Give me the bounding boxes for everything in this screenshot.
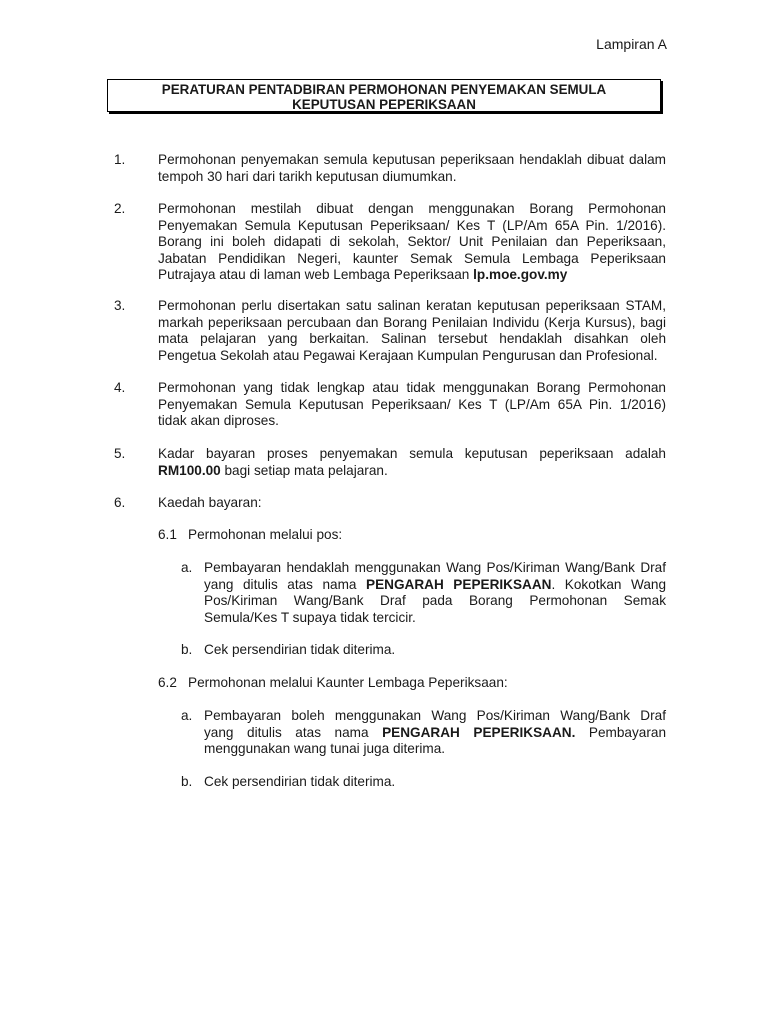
document-title	[107, 79, 661, 112]
item-line	[158, 267, 666, 284]
alpha-marker: b.	[181, 642, 193, 657]
item-line: Pos/Kiriman Wang/Bank Draf pada Borang Permohonan Semak	[204, 593, 666, 608]
item-number: 6.	[114, 495, 126, 510]
item-line: Permohonan yang tidak lengkap atau tidak menggunakan Borang Permohonan	[158, 380, 666, 395]
item-line: Permohonan mestilah dibuat dengan menggunakan Borang Permohonan	[158, 201, 666, 216]
sub-item-number: 6.1	[158, 527, 177, 542]
item-text	[158, 446, 666, 479]
item-line: Permohonan penyemakan semula keputusan peperiksaan hendaklah dibuat dalam	[158, 152, 666, 167]
alpha-marker: b.	[181, 774, 193, 789]
item-line-text: Pembayaran	[575, 724, 667, 740]
item-line-text: bagi setiap mata pelajaran.	[220, 462, 388, 478]
item-text	[158, 152, 666, 185]
item-line: tempoh 30 hari dari tarikh keputusan diumumkan.	[158, 168, 457, 184]
alpha-text: Cek persendirian tidak diterima.	[204, 774, 396, 789]
sub-item-text: Permohonan melalui pos:	[188, 527, 343, 542]
item-line-text: . Kokotkan Wang	[551, 576, 667, 592]
item-line: Semula/Kes T supaya tidak tercicir.	[204, 609, 416, 625]
alpha-text: Cek persendirian tidak diterima.	[204, 642, 396, 657]
alpha-text	[204, 708, 666, 758]
alpha-marker: a.	[181, 708, 193, 723]
item-line: markah peperiksaan percubaan dan Borang Penilaian Individu (Kerja Kursus), bagi	[158, 314, 666, 330]
item-line: Penyemakan Semula Keputusan Peperiksaan/ Kes T (LP/Am 65A Pin. 1/2016)	[158, 396, 666, 412]
item-line: Permohonan perlu disertakan satu salinan keratan keputusan peperiksaan STAM,	[158, 298, 666, 313]
item-line: Pembayaran hendaklah menggunakan Wang Pos/Kiriman Wang/Bank Draf	[204, 560, 666, 575]
item-line-text: Putrajaya atau di laman web Lembaga Peperiksaan	[158, 267, 474, 282]
item-text	[158, 380, 666, 430]
sub-item-number: 6.2	[158, 675, 177, 690]
item-number: 5.	[114, 446, 126, 461]
annex-label: Lampiran A	[596, 36, 667, 52]
item-line: mata pelajaran yang berkaitan. Salinan tersebut hendaklah disahkan oleh	[158, 331, 666, 346]
item-line	[204, 725, 666, 742]
item-line: Kadar bayaran proses penyemakan semula keputusan peperiksaan adalah	[158, 446, 666, 461]
sub-item-text: Permohonan melalui Kaunter Lembaga Peperiksaan:	[188, 675, 508, 690]
item-line: tidak akan diproses.	[158, 413, 279, 428]
item-text: Kaedah bayaran:	[158, 495, 262, 510]
item-line-text: yang ditulis atas nama	[204, 576, 366, 592]
item-number: 1.	[114, 152, 126, 167]
alpha-marker: a.	[181, 560, 193, 575]
item-number: 3.	[114, 298, 126, 313]
alpha-text	[204, 560, 666, 626]
title-line-2: KEPUTUSAN PEPERIKSAAN	[292, 97, 476, 112]
item-line-text: yang ditulis atas nama	[204, 724, 383, 740]
item-line: Borang ini boleh didapati di sekolah, Sektor/ Unit Penilaian dan Peperiksaan,	[158, 234, 666, 249]
payee-name: PENGARAH PEPERIKSAAN	[366, 576, 552, 592]
fee-amount: RM100.00	[158, 462, 221, 478]
website-link: lp.moe.gov.my	[473, 267, 568, 282]
item-number: 4.	[114, 380, 126, 395]
payee-name: PENGARAH PEPERIKSAAN.	[382, 724, 576, 740]
item-line: Jabatan Pendidikan Negeri, kaunter Semak Semula Lembaga Peperiksaan	[158, 250, 666, 266]
item-number: 2.	[114, 201, 126, 216]
item-line: menggunakan wang tunai juga diterima.	[204, 741, 446, 756]
item-text	[158, 201, 666, 284]
item-line: Pembayaran boleh menggunakan Wang Pos/Kiriman Wang/Bank Draf	[204, 708, 666, 723]
item-text	[158, 298, 666, 364]
title-line-1: PERATURAN PENTADBIRAN PERMOHONAN PENYEMAKAN SEMULA	[161, 82, 607, 97]
item-line	[158, 463, 666, 480]
item-line: Pengetua Sekolah atau Pegawai Kerajaan Kumpulan Pengurusan dan Profesional.	[158, 347, 658, 363]
item-line: Penyemakan Semula Keputusan Peperiksaan/ Kes T (LP/Am 65A Pin. 1/2016).	[158, 217, 666, 233]
item-line	[204, 577, 666, 594]
